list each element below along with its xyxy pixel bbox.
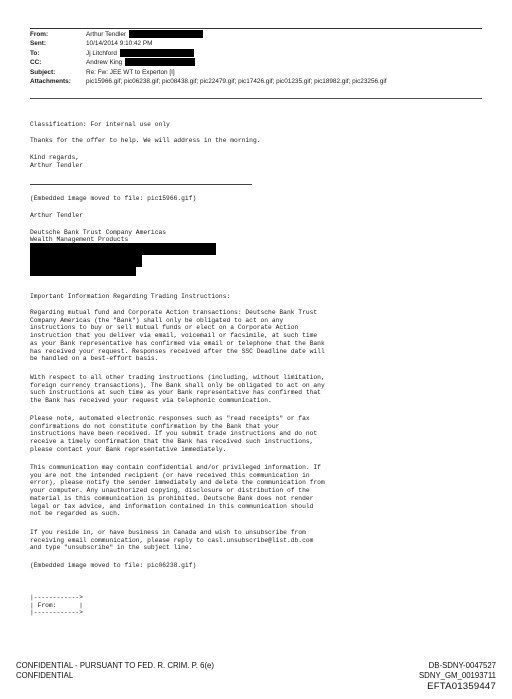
bates-number-2: SDNY_GM_00193711 xyxy=(418,671,496,680)
paragraph-other-trading: With respect to all other trading instructions (including, without limitation, foreign currency transactions), The Bank shall only be obligated to act on any such instructions at such time as your Bank representative has confirmed that the Bank has received your request via telephonic communication. xyxy=(30,374,325,405)
classification-text: Classification: For internal use only xyxy=(30,121,170,128)
subject-row xyxy=(30,68,485,77)
confidential-label: CONFIDENTIAL xyxy=(16,671,74,680)
attachments-label: Attachments: xyxy=(30,78,71,86)
header-top-rule xyxy=(30,28,482,29)
company-line-1: Deutsche Bank Trust Company Americas xyxy=(30,229,167,236)
sent-value: 10/14/2014 9:10:42 PM xyxy=(86,40,153,48)
thanks-text: Thanks for the offer to help. We will address in the morning. xyxy=(30,137,261,144)
attachments-row xyxy=(30,77,485,86)
email-header xyxy=(30,30,485,86)
redaction-box xyxy=(30,255,142,267)
efta-number: EFTA01359447 xyxy=(427,681,496,692)
cc-row xyxy=(30,58,485,67)
embedded-image-note-2: (Embedded image moved to file: pic06238.gif) xyxy=(30,562,197,569)
kind-regards-text: Kind regards, xyxy=(30,154,80,161)
important-heading: Important Information Regarding Trading Instructions: xyxy=(30,293,231,300)
to-label: To: xyxy=(30,49,40,57)
subject-value: Re: Fw: JEE WT to Experton [I] xyxy=(86,68,175,76)
footer-right xyxy=(419,661,496,692)
sent-label: Sent: xyxy=(30,40,46,48)
footer-left xyxy=(16,661,214,681)
paragraph-automated-responses: Please note, automated electronic responses such as "read receipts" or fax confirmations do not constitute confirmation by the Bank that your instructions have been received. If you submit trade instructions and do not receive a timely confirmation that the Bank has received such instructions, please contact your Bank representative immediately. xyxy=(30,415,318,453)
from-label: From: xyxy=(30,31,49,38)
bates-number-1: DB-SDNY-0047527 xyxy=(428,661,496,670)
redaction-box xyxy=(129,30,203,38)
company-line-2: Wealth Management Products xyxy=(30,236,129,243)
redaction-box xyxy=(120,49,194,57)
sender-name: Arthur Tendler xyxy=(30,212,83,219)
to-value: Jj Litchford xyxy=(86,49,117,57)
to-row xyxy=(30,49,485,58)
paragraph-confidentiality: This communication may contain confidential and/or privileged information. If you are not the intended recipient (or have received this communication in error), please notify the sender immediately and delete the communication from your computer. Any unauthorized copying, disclosure or distribution of the material is this communication is prohibited. Deutsche Bank does not render legal or tax advice, and information contained in this communication should not be regarded as such. xyxy=(30,464,325,518)
confidential-notice: CONFIDENTIAL - PURSUANT TO FED. R. CRIM. P. 6(e) xyxy=(16,661,214,670)
redaction-box xyxy=(125,58,195,66)
cc-value: Andrew King xyxy=(86,59,123,67)
signature-name: Arthur Tendler xyxy=(30,162,83,169)
header-bottom-rule xyxy=(30,98,482,99)
redaction-box xyxy=(30,243,216,255)
cc-label: CC: xyxy=(30,59,42,67)
paragraph-canada-unsubscribe: If you reside in, or have business in Canada and wish to unsubscribe from receiving email communication, please reply to casl.unsubscribe@list.db.com and type "unsubscribe" in the subject line. xyxy=(30,529,314,552)
redaction-box xyxy=(30,267,136,276)
paragraph-mutual-fund: Regarding mutual fund and Corporate Action transactions: Deutsche Bank Trust Company Americas (the "Bank") shall only be obligated to act on any instructions to buy or sell mutual funds or elect on a Corporate Action instruction that you deliver via email, voicemail or facsimile, at such time as your Bank representative has confirmed via email or telephone that the Bank has received your request. Responses received after the SSC Deadline date will be handled on a best-effort basis. xyxy=(30,309,325,363)
embedded-image-note-1: (Embedded image moved to file: pic15966.gif) xyxy=(30,195,197,202)
subject-label: Subject: xyxy=(30,68,56,76)
attachments-value: pic15966.gif; pic06238.gif; pic08438.gif; pic22479.gif; pic17426.gif; pic01235.gif; pic18982.gif; pic23256.gif xyxy=(86,78,387,86)
quoted-from-block: |------------> | From: | |------------> xyxy=(30,594,83,617)
signature-rule xyxy=(30,184,252,185)
from-value: Arthur Tendler xyxy=(86,31,127,38)
from-row xyxy=(30,30,485,39)
sent-row xyxy=(30,39,485,48)
